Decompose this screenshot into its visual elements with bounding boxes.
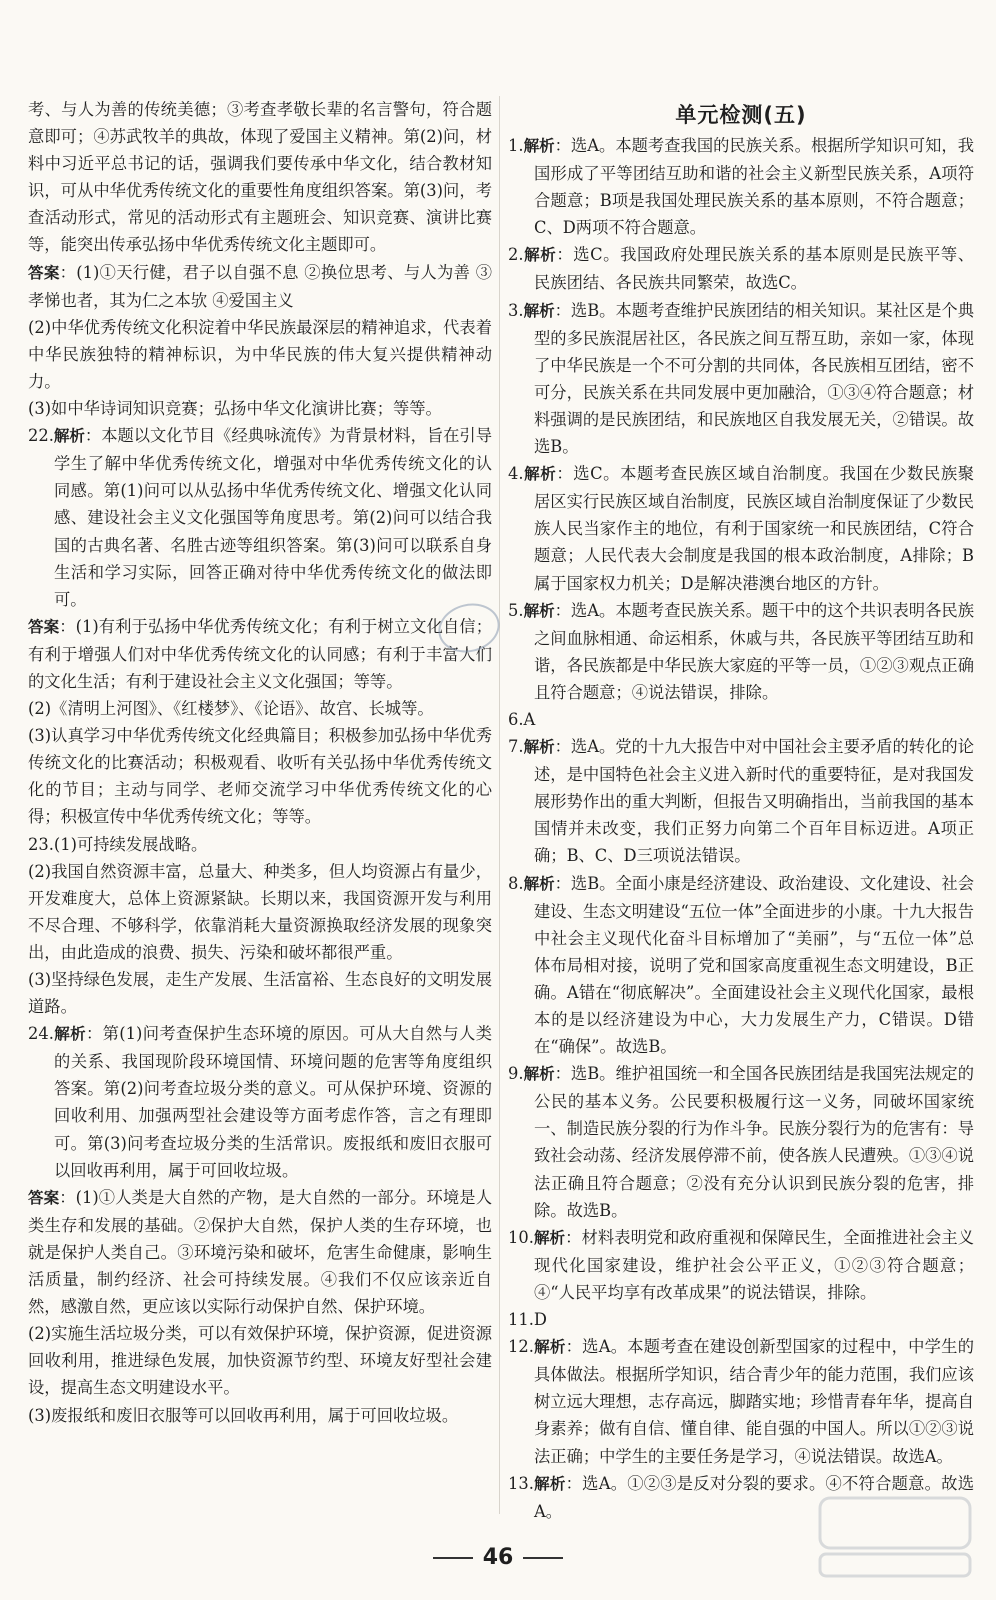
item-number: 10. [508,1227,534,1247]
item-number: 13. [508,1473,534,1493]
item-number: 12. [508,1337,534,1357]
answer-label: 答案 [28,263,60,282]
analysis-label: 解析 [523,137,555,155]
answer-item [508,870,974,1061]
answer-item [508,1060,974,1224]
right-column [508,100,974,1525]
answer-item [508,132,974,241]
page-number-dash-right [523,1557,563,1559]
answer-item [508,460,974,596]
watermark-logo [816,1492,976,1582]
analysis-label: 解析 [533,1228,566,1247]
analysis-label: 解析 [53,1025,87,1044]
q21-answer: 答案：(1)①天行健，君子以自强不息 ②换位思考、与人为善 ③孝悌也者，其为仁之本欤 ④爱国主义 [28,262,492,310]
analysis-label: 解析 [523,601,555,620]
q22-analysis: 22.解析：本题以文化节目《经典咏流传》为背景材料，旨在引导学生了解中华优秀传统文化，增强对中华优秀传统文化的认同感。第(1)问可以从弘扬中华优秀传统文化、增强文化认同感、建设社会主义文化强国等角度思考。第(2)问可以结合我国的古典名著、名胜古迹等组织答案。第(3)问可以联系自身生活和学习实际，回答正确对待中华优秀传统文化的做法即可。 [28,426,492,609]
item-number: 7. [508,737,524,757]
section-title: 单元检测(五) [675,103,807,127]
analysis-label: 解析 [53,427,85,446]
q24-analysis: 24.解析：第(1)问考查保护生态环境的原因。可从大自然与人类的关系、我国现阶段环境国情、环境问题的危害等角度组织答案。第(2)问考查垃圾分类的意义。可从保护环境、资源的回收利用、加强两型社会建设等方面考虑作答，言之有理即可。第(3)问考查垃圾分类的生活常识。废报纸和废旧衣服可以回收再利用，属于可回收垃圾。 [28,1024,492,1180]
column-divider [499,96,500,1514]
item-text: ：选A。本题考查在建设创新型国家的过程中，中学生的具体做法。根据所学知识，结合青少年的能力范围，我们应该树立远大理想，志存高远，脚踏实地；珍惜青春年华，提高自身素养；做有自信、懂自律、能自强的中国人。所以①②③说法正确；中学生的主要任务是学习，④说法错误。故选A。 [534,1337,974,1466]
q22-answer-2: (2)《清明上河图》、《红楼梦》、《论语》、故宫、长城等。 [28,699,434,719]
item-text: ：选B。本题考查维护民族团结的相关知识。某社区是个典型的多民族混居社区，各民族之间互帮互助，亲如一家，体现了中华民族是一个不可分割的共同体，各民族相互团结，密不可分，民族关系在共同发展中更加融洽，①③④符合题意；材料强调的是民族团结，和民族地区自我发展无关，②错误。故选B。 [534,300,974,457]
answer-item [508,241,974,296]
analysis-label: 解析 [533,1474,566,1493]
analysis-label: 解析 [523,246,557,265]
item-number: 8. [508,873,524,893]
item-number: 1. [508,136,524,155]
q21-continuation: 考、与人为善的传统美德；③考查孝敬长辈的名言警句，符合题意即可；④苏武牧羊的典故，体现了爱国主义精神。第(2)问，材料中习近平总书记的话，强调我们要传承中华文化，结合教材知识，可从中华优秀传统文化的重要性角度组织答案。第(3)问，考查活动形式，常见的活动形式有主题班会、知识竞赛、演讲比赛等，能突出传承弘扬中华优秀传统文化主题即可。 [28,100,492,255]
answer-item [508,706,974,733]
answer-label: 答案 [28,1188,60,1207]
answer-item [508,1224,974,1306]
q24-answer-3: (3)废报纸和废旧衣服等可以回收再利用，属于可回收垃圾。 [28,1405,459,1425]
answer-list [508,132,974,1525]
item-text: ：选A。党的十九大报告中对中国社会主要矛盾的转化的论述，是中国特色社会主义进入新时代的重要特征，是对我国发展形势作出的重大判断，但报告又明确指出，当前我国的基本国情并未改变，我们正努力向第二个百年目标迈进。A项正确；B、C、D三项说法错误。 [534,737,974,866]
analysis-label: 解析 [523,1065,555,1084]
analysis-label: 解析 [523,465,557,484]
q23-answer-2: (2)我国自然资源丰富，总量大、种类多，但人均资源占有量少，开发难度大，总体上资源紧缺。长期以来，我国资源开发与利用不尽合理、不够科学，依靠消耗大量资源换取经济发展的现象突出，由此造成的浪费、损失、污染和破坏都很严重。 [28,861,492,962]
answer-label: 答案 [28,617,60,636]
item-text: ：选A。本题考查我国的民族关系。根据所学知识可知，我国形成了平等团结互助和谐的社会主义新型民族关系，A项符合题意；B项是我国处理民族关系的基本原则，不符合题意；C、D两项不符合题意。 [534,136,974,238]
item-number: 3. [508,300,524,320]
item-number: 9. [508,1064,524,1084]
q23-answer-1: 23.(1)可持续发展战略。 [28,834,208,854]
page-number: 46 [0,1545,996,1570]
q22-answer-3: (3)认真学习中华优秀传统文化经典篇目；积极参加弘扬中华优秀传统文化的比赛活动；积极观看、收听有关弘扬中华优秀传统文化的节目；主动与同学、老师交流学习中华优秀传统文化的心得；积极宣传中华优秀传统文化；等等。 [28,726,492,827]
analysis-label: 解析 [523,874,555,893]
answer-item [508,1306,974,1333]
item-text: ：选B。全面小康是经济建设、政治建设、文化建设、社会建设、生态文明建设“五位一体”全面进步的小康。十九大报告中社会主义现代化奋斗目标增加了“美丽”，与“五位一体”总体布局相对接，说明了党和国家高度重视生态文明建设，B正确。A错在“彻底解决”。全面建设社会主义现代化国家，最根本的是以经济建设为中心，大力发展生产力，C错误。D错在“确保”。故选B。 [534,873,974,1057]
item-number: 11. [508,1310,534,1330]
item-text: D [533,1310,547,1330]
q23-answer-3: (3)坚持绿色发展，走生产发展、生活富裕、生态良好的文明发展道路。 [28,970,492,1017]
analysis-label: 解析 [533,1338,566,1357]
item-number: 2. [508,245,524,265]
analysis-label: 解析 [523,738,555,757]
page-number-dash-left [433,1557,473,1559]
item-text: ：选C。本题考查民族区域自治制度。我国在少数民族聚居区实行民族区域自治制度，民族区域自治制度保证了少数民族人民当家作主的地位，有利于国家统一和民族团结，C符合题意；人民代表大会制度是我国的根本政治制度，A排除；B属于国家权力机关；D是解决港澳台地区的方针。 [534,464,974,593]
analysis-label: 解析 [523,301,555,320]
q22-answer: 答案：(1)有利于弘扬中华优秀传统文化；有利于树立文化自信；有利于增强人们对中华优秀传统文化的认同感；有利于丰富人们的文化生活；有利于建设社会主义文化强国；等等。 [28,616,492,691]
item-text: ：选A。本题考查民族关系。题干中的这个共识表明各民族之间血脉相通、命运相系，休戚与共，各民族平等团结互助和谐，各民族都是中华民族大家庭的平等一员，①②③观点正确且符合题意；④说法错误，排除。 [534,600,974,702]
q21-answer-2: (2)中华优秀传统文化积淀着中华民族最深层的精神追求，代表着中华民族独特的精神标识，为中华民族的伟大复兴提供精神动力。 [28,317,492,391]
q24-answer: 答案：(1)①人类是大自然的产物，是大自然的一部分。环境是人类生存和发展的基础。②保护大自然，保护人类的生存环境，也就是保护人类自己。③环境污染和破坏，危害生命健康，影响生活质量，制约经济、社会可持续发展。④我们不仅应该亲近自然，感激自然，更应该以实际行动保护自然、保护环境。 [28,1187,492,1317]
item-text: ：选B。维护祖国统一和全国各民族团结是我国宪法规定的公民的基本义务。公民要积极履行这一义务，同破坏国家统一、制造民族分裂的行为作斗争。民族分裂行为的危害有：导致社会动荡、经济发展停滞不前，使各族人民遭殃。①③④说法正确且符合题意；②没有充分认识到民族分裂的危害，排除。故选B。 [534,1064,974,1220]
item-text: ：选A。①②③是反对分裂的要求。④不符合题意。故选A。 [534,1473,974,1521]
answer-item [508,597,974,706]
left-column [28,96,492,1429]
answer-item [508,1333,974,1469]
item-text: A [523,709,536,729]
item-number: 5. [508,600,524,620]
item-number: 4. [508,464,524,484]
answer-item [508,297,974,461]
answer-item [508,733,974,869]
item-text: ：材料表明党和政府重视和保障民生，全面推进社会主义现代化国家建设，维护社会公平正义，①②③符合题意；④“人民平均享有改革成果”的说法错误，排除。 [534,1227,974,1302]
item-number: 6. [508,709,524,729]
q21-answer-3: (3)如中华诗词知识竞赛；弘扬中华文化演讲比赛；等等。 [28,399,442,419]
item-text: ：选C。我国政府处理民族关系的基本原则是民族平等、民族团结、各民族共同繁荣，故选C。 [534,245,974,293]
q24-answer-2: (2)实施生活垃圾分类，可以有效保护环境，保护资源，促进资源回收利用，推进绿色发展，加快资源节约型、环境友好型社会建设，提高生态文明建设水平。 [28,1324,492,1398]
